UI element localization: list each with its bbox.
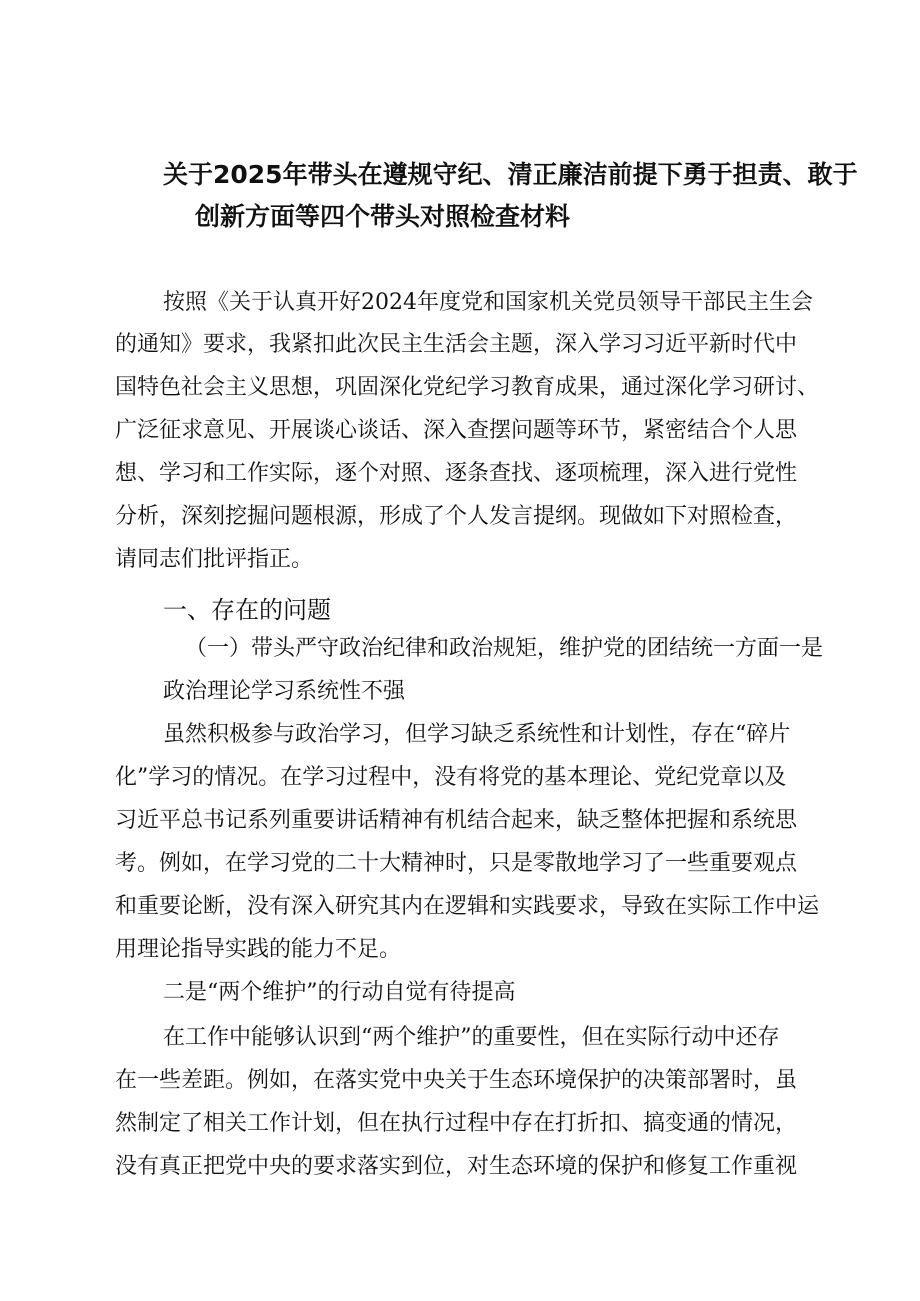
body-line: 和重要论断，没有深入研究其内在逻辑和实践要求，导致在实际工作中运 [115,894,820,919]
document-title-line-2: 创新方面等四个带头对照检查材料 [195,202,571,231]
intro-line: 想、学习和工作实际，逐个对照、逐条查找、逐项梳理，深入进行党性 [115,461,798,486]
intro-line: 的通知》要求，我紧扣此次民主生活会主题，深入学习习近平新时代中 [115,332,798,357]
intro-line: 国特色社会主义思想，巩固深化党纪学习教育成果，通过深化学习研讨、 [115,375,820,400]
intro-line: 请同志们批评指正。 [115,547,314,572]
body-line: 考。例如，在学习党的二十大精神时，只是零散地学习了一些重要观点 [115,851,798,876]
body-line: 没有真正把党中央的要求落实到位，对生态环境的保护和修复工作重视 [115,1154,798,1179]
subsection-heading-line: （一）带头严守政治纪律和政治规矩，维护党的团结统一方面一是 [185,636,824,661]
document-title-line-1: 关于2025年带头在遵规守纪、清正廉洁前提下勇于担责、敢于 [163,160,858,189]
intro-line: 按照《关于认真开好2024年度党和国家机关党员领导干部民主生会 [163,290,813,315]
intro-line: 广泛征求意见、开展谈心谈话、深入查摆问题等环节，紧密结合个人思 [115,418,798,443]
body-line: 化”学习的情况。在学习过程中，没有将党的基本理论、党纪党章以及 [115,765,787,790]
body-line: 在一些差距。例如，在落实党中央关于生态环境保护的决策部署时，虽 [115,1068,798,1093]
body-line: 虽然积极参与政治学习，但学习缺乏系统性和计划性，存在“碎片 [163,722,791,747]
body-line: 在工作中能够认识到“两个维护”的重要性，但在实际行动中还存 [163,1025,780,1050]
intro-line: 分析，深刻挖掘问题根源，形成了个人发言提纲。现做如下对照检查， [115,504,798,529]
body-line: 然制定了相关工作计划，但在执行过程中存在打折扣、搞变通的情况， [115,1111,798,1136]
point-heading: 二是“两个维护”的行动自觉有待提高 [163,980,516,1005]
section-heading: 一、存在的问题 [163,596,331,624]
body-line: 习近平总书记系列重要讲话精神有机结合起来，缺乏整体把握和系统思 [115,808,798,833]
body-line: 用理论指导实践的能力不足。 [115,937,402,962]
subsection-heading-line: 政治理论学习系统性不强 [163,679,406,704]
